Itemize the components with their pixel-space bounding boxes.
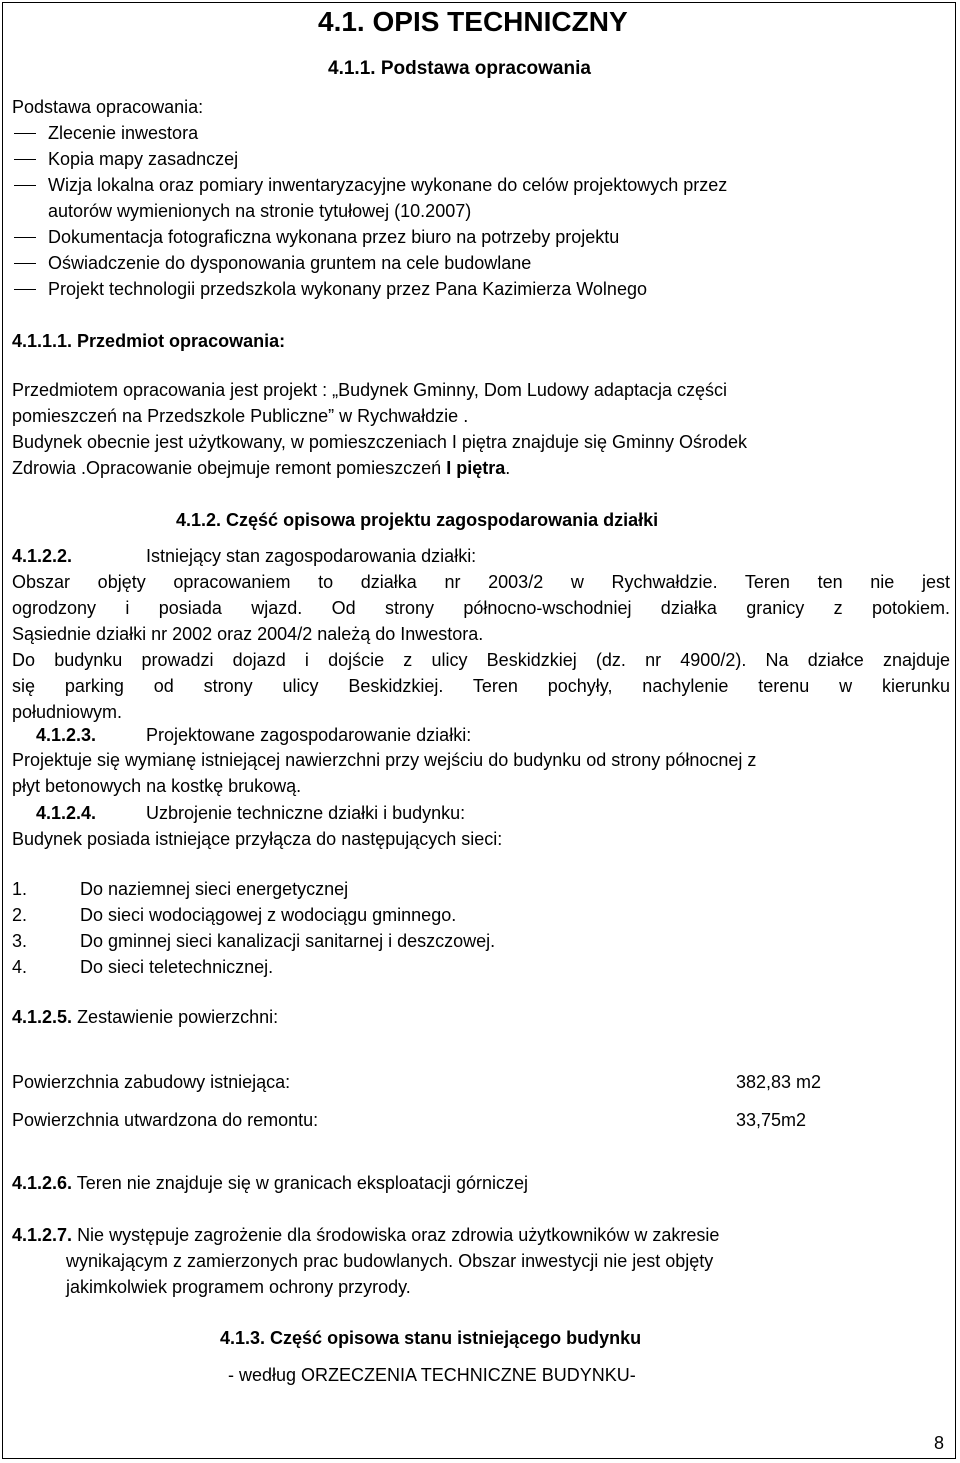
planned-line: płyt betonowych na kostkę brukową. [12,776,302,796]
section-4-1-2-5-title: Zestawienie powierzchni: [77,1007,279,1027]
section-4-1-2-3-title: Projektowane zagospodarowanie działki: [146,725,472,745]
subject-bold-floor: I piętra [446,458,506,478]
subject-line: Budynek obecnie jest użytkowany, w pomieszczeniach I piętra znajduje się Gminny Ośrodek [12,432,748,452]
area-label: Powierzchnia zabudowy istniejąca: [12,1072,291,1092]
existing-state-line: się parking od strony ulicy Beskidzkiej. Teren pochyły, nachylenie terenu w kierunku [12,676,950,696]
section-4-1-2-title: 4.1.2. Część opisowa projektu zagospodarowania działki [176,510,659,530]
area-value: 33,75m2 [736,1110,807,1130]
section-4-1-2-6 [12,1170,528,1196]
section-4-1-1-1-title: 4.1.1.1. Przedmiot opracowania: [12,331,286,351]
bullet-dash [14,133,36,134]
environment-line: jakimkolwiek programem ochrony przyrody. [66,1277,411,1297]
utility-number: 2. [12,905,28,925]
basis-item: Projekt technologii przedszkola wykonany przez Pana Kazimierza Wolnego [48,279,647,299]
utility-item: Do naziemnej sieci energetycznej [80,879,349,899]
subject-line: Przedmiotem opracowania jest projekt : „Budynek Gminny, Dom Ludowy adaptacja części [12,380,727,400]
basis-item: Zlecenie inwestora [48,123,199,143]
basis-item: Oświadczenie do dysponowania gruntem na cele budowlane [48,253,532,273]
utility-number: 3. [12,931,28,951]
section-4-1-2-4-number: 4.1.2.4. [36,803,97,823]
planned-line: Projektuje się wymianę istniejącej nawierzchni przy wejściu do budynku od strony północnej z [12,750,757,770]
subject-line-end: . [505,458,511,478]
existing-state-line: Obszar objęty opracowaniem to działka nr 2003/2 w Rychwałdzie. Teren ten nie jest [12,572,950,592]
section-4-1-1-title: 4.1.1. Podstawa opracowania [328,58,591,79]
existing-state-line: południowym. [12,702,123,722]
utility-item: Do gminnej sieci kanalizacji sanitarnej i deszczowej. [80,931,496,951]
section-4-1-2-5-number: 4.1.2.5. [12,1007,73,1027]
environment-line: Nie występuje zagrożenie dla środowiska oraz zdrowia użytkowników w zakresie [77,1225,720,1245]
utility-item: Do sieci wodociągowej z wodociągu gminnego. [80,905,457,925]
existing-state-line: Do budynku prowadzi dojazd i dojście z ulicy Beskidzkiej (dz. nr 4900/2). Na działce znajduje [12,650,950,670]
section-4-1-2-2-number: 4.1.2.2. [12,546,73,566]
bullet-dash [14,159,36,160]
section-4-1-2-7 [12,1222,719,1248]
utility-item: Do sieci teletechnicznej. [80,957,274,977]
section-4-1-2-5-heading [12,1004,278,1030]
subject-line-text: Zdrowia .Opracowanie obejmuje remont pomieszczeń [12,458,447,478]
utility-number: 1. [12,879,28,899]
area-value: 382,83 m2 [736,1072,822,1092]
existing-state-line: Sąsiednie działki nr 2002 oraz 2004/2 należą do Inwestora. [12,624,484,644]
bullet-dash [14,263,36,264]
basis-intro: Podstawa opracowania: [12,97,204,117]
basis-item: Dokumentacja fotograficzna wykonana przez biuro na potrzeby projektu [48,227,620,247]
section-4-1-2-3-number: 4.1.2.3. [36,725,97,745]
bullet-dash [14,289,36,290]
page-number: 8 [934,1433,945,1453]
section-4-1-3-subtitle: - według ORZECZENIA TECHNICZNE BUDYNKU- [228,1365,636,1385]
section-4-1-2-7-number: 4.1.2.7. [12,1225,73,1245]
environment-line: wynikającym z zamierzonych prac budowlanych. Obszar inwestycji nie jest objęty [66,1251,714,1271]
basis-item: Kopia mapy zasadnczej [48,149,239,169]
bullet-dash [14,237,36,238]
section-4-1-2-6-number: 4.1.2.6. [12,1173,73,1193]
basis-item: Wizja lokalna oraz pomiary inwentaryzacyjne wykonane do celów projektowych przez [48,175,728,195]
subject-line: pomieszczeń na Przedszkole Publiczne” w Rychwałdzie . [12,406,469,426]
existing-state-line: ogrodzony i posiada wjazd. Od strony północno-wschodniej działka granicy z potokiem. [12,598,950,618]
section-4-1-2-2-title: Istniejący stan zagospodarowania działki: [146,546,477,566]
area-label: Powierzchnia utwardzona do remontu: [12,1110,319,1130]
utilities-intro: Budynek posiada istniejące przyłącza do następujących sieci: [12,829,503,849]
basis-item-continuation: autorów wymienionych na stronie tytułowej (10.2007) [48,201,472,221]
section-4-1-2-4-title: Uzbrojenie techniczne działki i budynku: [146,803,466,823]
main-heading: 4.1. OPIS TECHNICZNY [318,6,628,37]
section-4-1-3-title: 4.1.3. Część opisowa stanu istniejącego budynku [220,1328,642,1348]
utility-number: 4. [12,957,28,977]
subject-line [12,455,510,481]
section-4-1-2-6-text: Teren nie znajduje się w granicach eksploatacji górniczej [76,1173,528,1193]
bullet-dash [14,185,36,186]
